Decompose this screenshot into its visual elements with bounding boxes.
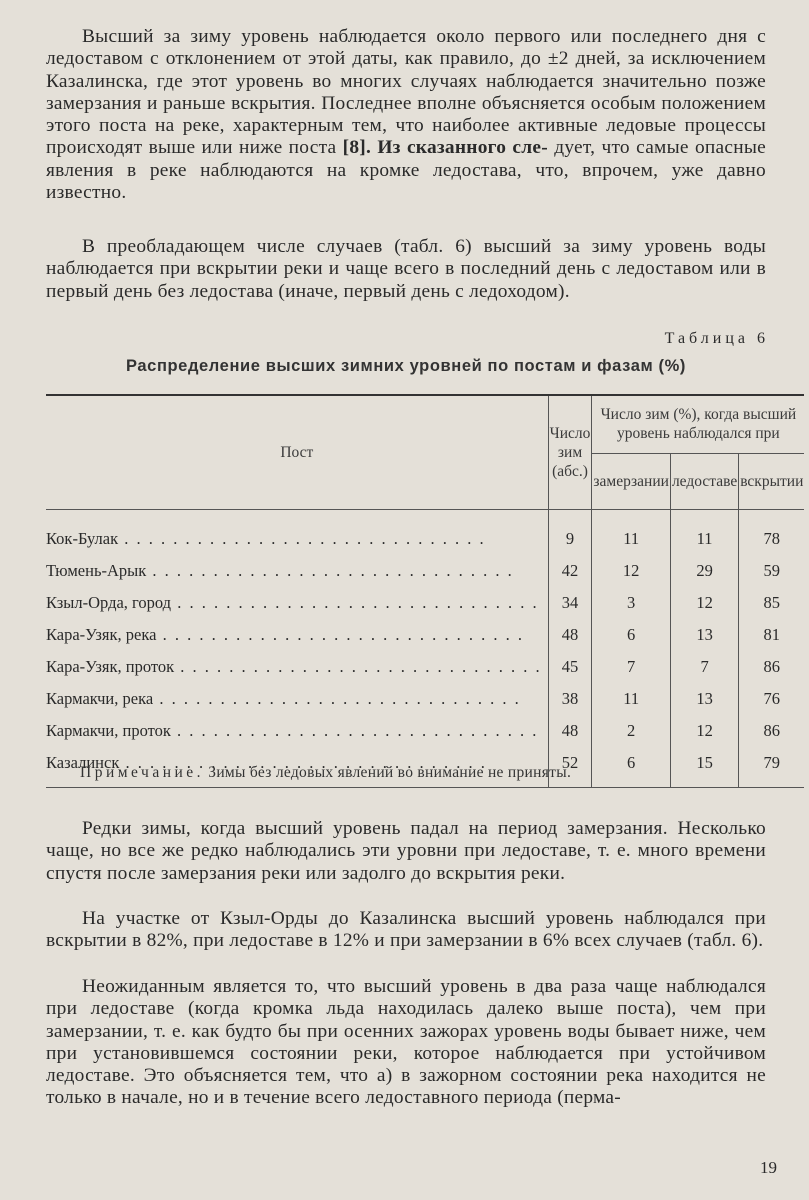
paragraph-1 [46, 26, 766, 204]
page-number: 19 [760, 1158, 777, 1177]
cell-post: Казалинск . . . [46, 747, 548, 787]
cell-count: 48 [548, 619, 592, 651]
cell-breakup: 79 [739, 747, 805, 787]
cell-freeze: 6 [592, 619, 671, 651]
cell-freeze: 7 [592, 651, 671, 683]
cell-post: Тюмень-Арык . . . [46, 555, 548, 587]
cell-count: 9 [548, 509, 592, 555]
cell-freeze: 6 [592, 747, 671, 787]
header-post: Пост [46, 395, 548, 509]
table-note-label: Примечание. [80, 764, 205, 781]
table-note-text: Зимы без ледовых явлений во внимание не приняты. [208, 764, 572, 781]
cell-count: 34 [548, 587, 592, 619]
table-row [46, 509, 804, 555]
cell-freeze: 11 [592, 509, 671, 555]
cell-breakup: 86 [739, 715, 805, 747]
cell-icecover: 13 [670, 683, 738, 715]
header-freeze: замерзании [592, 453, 671, 509]
table-row [46, 587, 804, 619]
paragraph-2: В преобладающем числе случаев (табл. 6) высший за зиму уровень воды наблюдается при вскрытии реки и чаще всего в последний день с ледоставом или в первый день без ледостава (иначе, первый день с ледоходом). [46, 236, 766, 302]
paragraph-4: На участке от Кзыл-Орды до Казалинска высший уровень наблюдался при вскрытии в 82%, при ледоставе в 12% и при замерзании в 6% всех случаев (табл. 6). [46, 908, 766, 952]
table-label: Таблица 6 [664, 330, 769, 347]
cell-count: 45 [548, 651, 592, 683]
cell-post: Кара-Узяк, проток . . . [46, 651, 548, 683]
cell-post: Кок-Булак . . . [46, 509, 548, 555]
cell-breakup: 59 [739, 555, 805, 587]
levels-table [46, 394, 804, 788]
table-title: Распределение высших зимних уровней по постам и фазам (%) [126, 357, 686, 375]
cell-post: Кармакчи, проток . . . [46, 715, 548, 747]
cell-freeze: 11 [592, 683, 671, 715]
cell-breakup: 76 [739, 683, 805, 715]
cell-count: 42 [548, 555, 592, 587]
table-row [46, 715, 804, 747]
cell-icecover: 7 [670, 651, 738, 683]
header-group: Число зим (%), когда высший уровень наблюдался при [592, 395, 804, 453]
cell-icecover: 15 [670, 747, 738, 787]
header-breakup: вскрытии [739, 453, 805, 509]
cell-freeze: 2 [592, 715, 671, 747]
table-row [46, 555, 804, 587]
paragraph-1-tail: дует, что самые опасные явления в реке наблюдаются на кромке ледостава, что, впрочем, уже давно известно. [46, 137, 766, 204]
header-count: Число зим (абс.) [548, 395, 592, 509]
paragraph-1-bold: [8]. Из сказанного сле- [342, 137, 548, 159]
table-row [46, 683, 804, 715]
table-row [46, 619, 804, 651]
paragraph-3: Редки зимы, когда высший уровень падал на период замерзания. Несколько чаще, но все же редко наблюдались эти уровни при ледоставе, т. е. много времени спустя после замерзания реки или задолго до вскрытия реки. [46, 818, 766, 884]
cell-icecover: 29 [670, 555, 738, 587]
cell-count: 48 [548, 715, 592, 747]
cell-icecover: 12 [670, 715, 738, 747]
cell-post: Кармакчи, река . . . [46, 683, 548, 715]
cell-breakup: 81 [739, 619, 805, 651]
table-row [46, 651, 804, 683]
cell-post: Кзыл-Орда, город . . . [46, 587, 548, 619]
cell-icecover: 11 [670, 509, 738, 555]
cell-post: Кара-Узяк, река . . . [46, 619, 548, 651]
paragraph-5: Неожиданным является то, что высший уровень в два раза чаще наблюдался при ледоставе (когда кромка льда находилась далеко выше поста), чем при замерзании, т. е. как будто бы при осенних зажорах уровень воды бывает ниже, чем при установившемся состоянии реки, которое наблюдается при устойчивом ледоставе. Это объясняется тем, что а) в зажорном состоянии река находится не только в начале, но и в течение всего ледоставного периода (перма- [46, 976, 766, 1109]
cell-breakup: 78 [739, 509, 805, 555]
table-note [80, 764, 571, 782]
header-icecover: ледоставе [670, 453, 738, 509]
cell-breakup: 85 [739, 587, 805, 619]
cell-count: 38 [548, 683, 592, 715]
paragraph-1-text: Высший за зиму уровень наблюдается около первого или последнего дня с ледоставом с отклонением от этой даты, как правило, до ±2 дней, за исключением Казалинска, где этот уровень во многих случаях наблюдается значительно позже замерзания и раньше вскрытия. Последнее вполне объясняется особым положением этого поста на реке, характерным тем, что наиболее активные ледовые процессы происходят выше или ниже поста [46, 26, 766, 159]
cell-freeze: 12 [592, 555, 671, 587]
cell-icecover: 12 [670, 587, 738, 619]
cell-breakup: 86 [739, 651, 805, 683]
cell-freeze: 3 [592, 587, 671, 619]
cell-count: 52 [548, 747, 592, 787]
cell-icecover: 13 [670, 619, 738, 651]
